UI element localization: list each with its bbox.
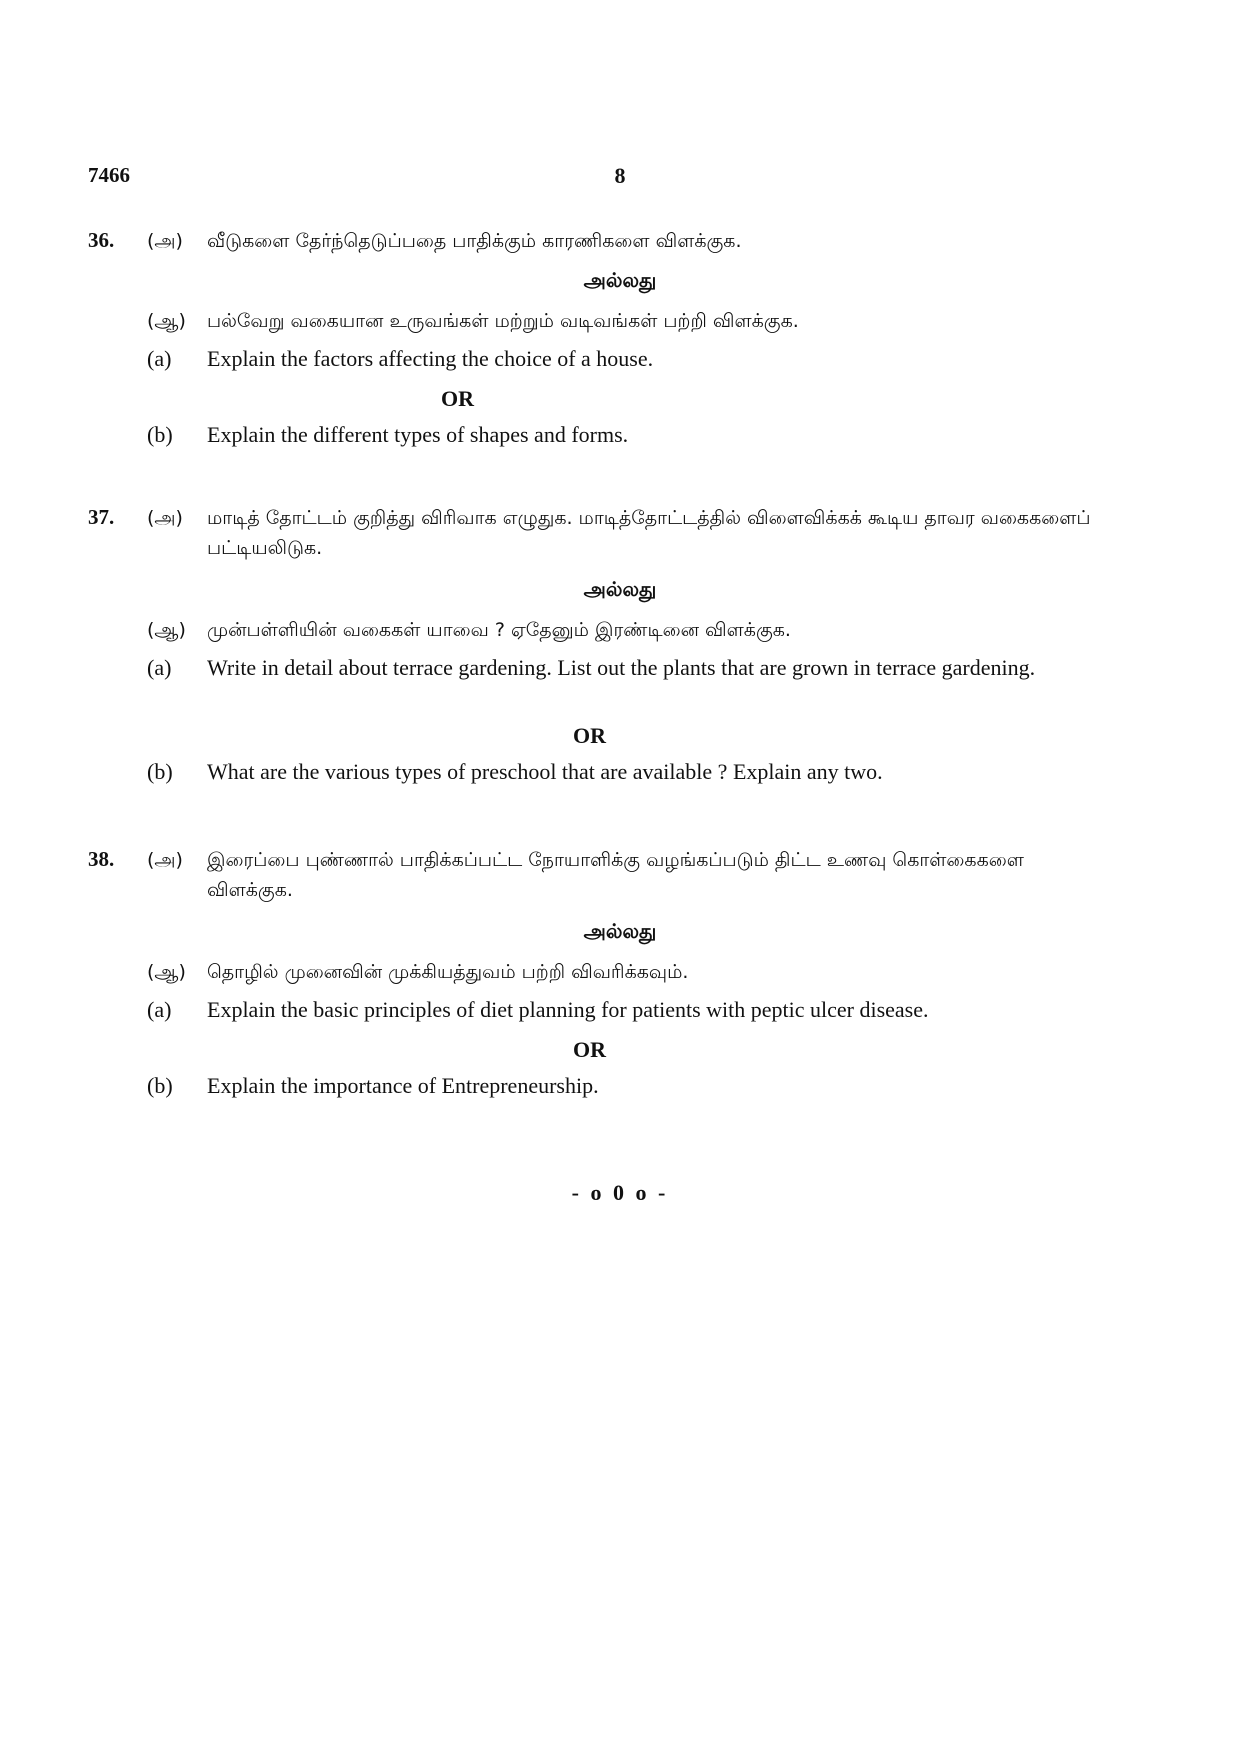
tamil-option-a bbox=[147, 226, 1097, 256]
option-text: மாடித் தோட்டம் குறித்து விரிவாக எழுதுக. மாடித்தோட்டத்தில் விளைவிக்கக் கூடிய தாவர வகைகளைப் பட்டியலிடுக. bbox=[207, 507, 1091, 559]
english-option-a bbox=[147, 653, 1097, 683]
option-marker: (b) bbox=[147, 422, 173, 447]
tamil-option-b bbox=[147, 615, 1097, 645]
option-marker: (b) bbox=[147, 759, 173, 784]
english-option-a bbox=[147, 995, 1097, 1025]
english-option-b bbox=[147, 757, 1097, 787]
tamil-option-a bbox=[147, 503, 1097, 563]
option-marker: (அ) bbox=[147, 849, 183, 871]
page-number: 8 bbox=[614, 163, 626, 188]
tamil-option-a bbox=[147, 845, 1097, 905]
english-or-separator: OR bbox=[573, 723, 606, 748]
tamil-or-separator: அல்லது bbox=[583, 919, 657, 943]
option-marker: (அ) bbox=[147, 507, 183, 529]
english-option-b bbox=[147, 420, 1097, 450]
paper-code: 7466 bbox=[88, 163, 130, 187]
tamil-option-b bbox=[147, 306, 1097, 336]
tamil-or-separator: அல்லது bbox=[583, 577, 657, 601]
option-text: Explain the importance of Entrepreneurship. bbox=[207, 1073, 599, 1098]
tamil-option-b bbox=[147, 957, 1097, 987]
english-or-separator: OR bbox=[573, 1037, 606, 1062]
english-or-separator: OR bbox=[441, 386, 474, 411]
option-marker: (b) bbox=[147, 1073, 173, 1098]
question-number: 37. bbox=[88, 505, 115, 529]
question-number: 38. bbox=[88, 847, 115, 871]
option-text: Write in detail about terrace gardening. List out the plants that are grown in terrace gardening. bbox=[207, 655, 1036, 680]
option-text: What are the various types of preschool that are available ? Explain any two. bbox=[207, 759, 883, 784]
option-marker: (ஆ) bbox=[147, 619, 186, 641]
option-text: முன்பள்ளியின் வகைகள் யாவை ? ஏதேனும் இரண்டினை விளக்குக. bbox=[207, 619, 791, 641]
option-text: Explain the basic principles of diet planning for patients with peptic ulcer disease. bbox=[207, 997, 929, 1022]
option-text: Explain the different types of shapes and forms. bbox=[207, 422, 629, 447]
option-marker: (a) bbox=[147, 655, 172, 680]
option-marker: (a) bbox=[147, 997, 172, 1022]
english-option-a bbox=[147, 344, 1097, 374]
option-text: தொழில் முனைவின் முக்கியத்துவம் பற்றி விவரிக்கவும். bbox=[207, 961, 689, 983]
question-number: 36. bbox=[88, 228, 115, 252]
option-marker: (அ) bbox=[147, 230, 183, 252]
option-marker: (ஆ) bbox=[147, 310, 186, 332]
tamil-or-separator: அல்லது bbox=[583, 268, 657, 292]
option-marker: (a) bbox=[147, 346, 172, 371]
option-text: வீடுகளை தேர்ந்தெடுப்பதை பாதிக்கும் காரணிகளை விளக்குக. bbox=[207, 230, 742, 252]
english-option-b bbox=[147, 1071, 1097, 1101]
option-marker: (ஆ) bbox=[147, 961, 186, 983]
option-text: Explain the factors affecting the choice of a house. bbox=[207, 346, 654, 371]
option-text: இரைப்பை புண்ணால் பாதிக்கப்பட்ட நோயாளிக்கு வழங்கப்படும் திட்ட உணவு கொள்கைகளை விளக்குக. bbox=[207, 849, 1024, 901]
end-of-paper-mark: - o 0 o - bbox=[571, 1180, 669, 1205]
option-text: பல்வேறு வகையான உருவங்கள் மற்றும் வடிவங்கள் பற்றி விளக்குக. bbox=[207, 310, 799, 332]
